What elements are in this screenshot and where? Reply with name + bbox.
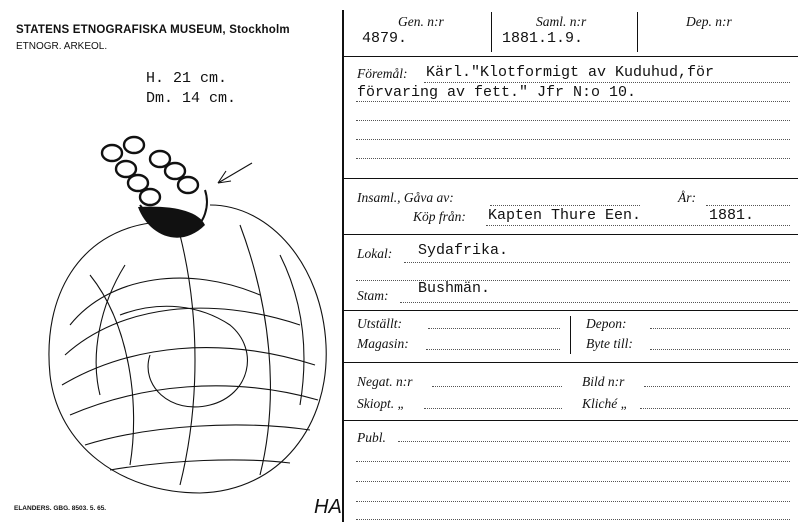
magasin-label: Magasin: [357, 336, 409, 351]
field-dotted-line [424, 408, 562, 409]
lokal-label: Lokal: [357, 246, 393, 261]
field-dotted-line [356, 101, 790, 102]
kop-value: Kapten Thure Een. [488, 207, 642, 224]
rule [342, 234, 798, 235]
field-dotted-line [356, 501, 790, 502]
field-dotted-line [432, 386, 562, 387]
skiopt-label: Skiopt. „ [357, 396, 406, 411]
field-dotted-line [356, 461, 790, 462]
saml-value: 1881.1.9. [502, 30, 584, 47]
field-dotted-line [428, 328, 560, 329]
saml-dep-divider [637, 12, 638, 52]
kop-year: 1881. [709, 207, 755, 224]
museum-name: STATENS ETNOGRAFISKA MUSEUM, Stockholm [16, 24, 290, 36]
gen-value: 4879. [362, 30, 408, 47]
rule [342, 56, 798, 57]
field-dotted-line [424, 82, 790, 83]
field-dotted-line [398, 441, 790, 442]
rule [342, 310, 798, 311]
vessel-sketch [30, 125, 340, 505]
field-dotted-line [404, 262, 790, 263]
rule [342, 362, 798, 363]
saml-label: Saml. n:r [536, 14, 587, 29]
rule [342, 420, 798, 421]
field-dotted-line [356, 139, 790, 140]
rule [342, 178, 798, 179]
ar-label: År: [678, 190, 696, 205]
stam-value: Bushmän. [418, 280, 491, 297]
field-dotted-line [356, 481, 790, 482]
panel-divider [342, 10, 344, 522]
field-dotted-line [490, 205, 640, 206]
insaml-label: Insaml., Gåva av: [357, 190, 454, 205]
field-dotted-line [400, 302, 790, 303]
field-dotted-line [706, 205, 790, 206]
field-dotted-line [644, 386, 790, 387]
foremal-line2: förvaring av fett." Jfr N:o 10. [357, 84, 637, 101]
field-dotted-line [640, 408, 790, 409]
field-dotted-line [356, 158, 790, 159]
field-dotted-line [650, 349, 790, 350]
dep-label: Dep. n:r [686, 14, 732, 29]
lokal-value: Sydafrika. [418, 242, 509, 259]
stam-label: Stam: [357, 288, 389, 303]
negat-label: Negat. n:r [357, 374, 413, 389]
gen-saml-divider [491, 12, 492, 52]
kop-label: Köp från: [413, 209, 466, 224]
gen-label: Gen. n:r [398, 14, 444, 29]
depon-label: Depon: [586, 316, 627, 331]
byte-label: Byte till: [586, 336, 633, 351]
height-measure: H. 21 cm. [146, 70, 228, 87]
kliche-label: Kliché „ [582, 396, 629, 411]
field-dotted-line [426, 349, 560, 350]
handwritten-initials: HA [314, 496, 342, 518]
foremal-line1: Kärl."Klotformigt av Kuduhud,för [426, 64, 715, 81]
field-dotted-line [486, 225, 790, 226]
printer-imprint: ELANDERS. GBG. 8503. 5. 65. [14, 505, 107, 512]
field-dotted-line [356, 120, 790, 121]
diameter-measure: Dm. 14 cm. [146, 90, 237, 107]
publ-label: Publ. [357, 430, 386, 445]
utstallt-label: Utställt: [357, 316, 403, 331]
department-label: ETNOGR. ARKEOL. [16, 41, 108, 52]
field-dotted-line [650, 328, 790, 329]
bild-label: Bild n:r [582, 374, 625, 389]
field-dotted-line [356, 519, 790, 520]
foremal-label: Föremål: [357, 66, 408, 81]
utstallt-depon-divider [570, 316, 571, 354]
